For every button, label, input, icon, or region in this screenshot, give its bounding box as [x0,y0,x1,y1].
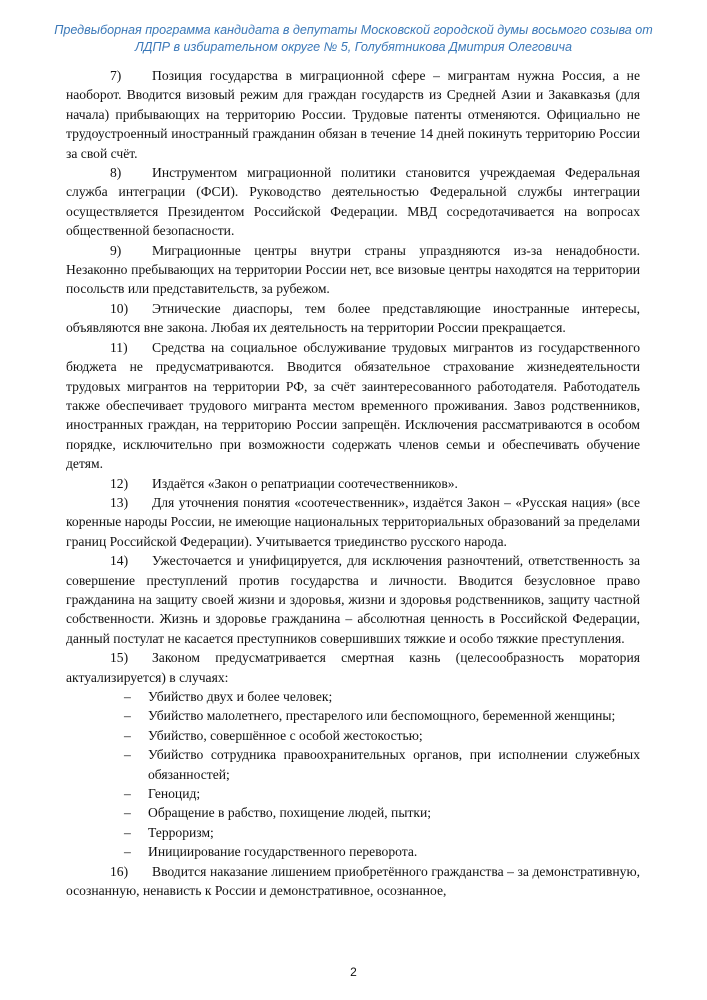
paragraph-number: 10) [110,300,129,316]
list-item [124,823,640,842]
numbered-paragraph [66,163,640,241]
list-item [124,726,640,745]
dash-bullet: – [124,689,131,704]
paragraph-list-b [66,862,640,901]
document-body [66,66,640,900]
list-item [124,842,640,861]
paragraph-text: Для уточнения понятия «соотечественник», издаётся Закон – «Русская нация» (все коренные народы России, не имеющие национальных территориальных образований за пределами границ Российской Федерации). Учитывается триединство русского народа. [66,494,640,549]
paragraph-number: 9) [110,242,122,258]
paragraph-number: 14) [110,553,129,569]
list-item-text: Убийство сотрудника правоохранительных органов, при исполнении служебных обязанностей; [148,747,640,782]
paragraph-text: Миграционные центры внутри страны упраздняются из-за ненадобности. Незаконно пребывающих на территории России нет, все визовые центры находятся на территории посольств или представительств, за рубежом. [66,242,640,297]
paragraph-number: 8) [110,165,122,181]
paragraph-number: 12) [110,475,129,491]
header-line-1: Предвыборная программа кандидата в депутаты Московской городской думы восьмого созыва от [54,23,653,37]
dash-bullet: – [124,844,131,860]
paragraph-text: Инструментом миграционной политики становится учреждаемая Федеральная служба интеграции (ФСИ). Руководство деятельностью Федеральной службы интеграции осуществляется Президентом Российской Федерации. МВД сосредотачивается на вопросах общественной безопасности. [66,165,640,239]
list-item-text: Убийство двух и более человек; [148,689,333,704]
paragraph-text: Средства на социальное обслуживание трудовых мигрантов из государственного бюджета не предусматриваются. Вводится обязательное страхование жизнедеятельности трудовых мигрантов на территории РФ, за счёт заинтересованного работодателя. Работодатель также обеспечивает трудового мигранта местом временного проживания. Завоз родственников, иностранных граждан, на территорию России запрещён. Исключения рассматриваются в особом порядке, исключительно при возможности содержать членов семьи и обеспечивать обучение детям. [66,339,640,472]
document-header [40,22,667,56]
list-item [124,803,640,822]
list-item-text: Инициирование государственного переворота. [148,844,418,860]
paragraph-number: 7) [110,68,122,83]
paragraph-text: Ужесточается и унифицируется, для исключения разночтений, ответственность за совершение преступлений против государства и личности. Вводится безусловное право гражданина на защиту своей жизни и здоровья, жизни и здоровья родственников, защиту частной собственности. Жизнь и здоровье гражданина – абсолютная ценность в Российской Федерации, данный постулат не касается преступников совершивших тяжкие и особо тяжкие преступления. [66,553,640,646]
list-item-text: Геноцид; [148,786,201,802]
list-item-text: Убийство малолетнего, престарелого или беспомощного, беременной женщины; [148,708,616,724]
list-item [124,706,640,725]
list-item [124,745,640,784]
numbered-paragraph [66,241,640,299]
dash-bullet: – [124,824,131,840]
numbered-paragraph [66,66,640,163]
paragraph-text: Вводится наказание лишением приобретённого гражданства – за демонстративную, осознанную, ненависть к России и демонстративное, осознанное, [66,863,640,899]
numbered-paragraph [66,551,640,648]
paragraph-number: 15) [110,650,129,666]
paragraph-text: Этнические диаспоры, тем более представляющие иностранные интересы, объявляются вне закона. Любая их деятельность на территории России прекращается. [66,300,640,336]
list-item [124,687,640,706]
dash-bullet: – [124,786,131,802]
numbered-paragraph [66,299,640,338]
paragraph-number: 11) [110,339,128,355]
page-number: 2 [350,965,357,979]
numbered-paragraph [66,493,640,551]
list-item-text: Убийство, совершённое с особой жестокостью; [148,727,423,743]
paragraph-text: Позиция государства в миграционной сфере – мигрантам нужна Россия, а не наоборот. Вводится визовый режим для граждан государств из Средней Азии и Закавказья (для начала) прибывающих на территорию России. Трудовые патенты отменяются. Официально не трудоустроенный иностранный гражданин обязан в течение 14 дней покинуть территорию России за свой счёт. [66,68,640,161]
dash-bullet: – [124,805,131,821]
death-penalty-cases-list [66,687,640,862]
paragraph-number: 16) [110,863,129,879]
dash-bullet: – [124,747,131,763]
paragraph-text: Законом предусматривается смертная казнь (целесообразность моратория актуализируется) в случаях: [66,650,640,685]
numbered-paragraph [66,648,640,687]
list-item-text: Обращение в рабство, похищение людей, пытки; [148,805,432,821]
dash-bullet: – [124,727,131,743]
paragraph-list-a [66,66,640,687]
numbered-paragraph [66,862,640,901]
list-item [124,784,640,803]
numbered-paragraph [66,474,640,493]
paragraph-text: Издаётся «Закон о репатриации соотечественников». [152,475,458,491]
list-item-text: Терроризм; [148,824,214,840]
dash-bullet: – [124,708,131,724]
paragraph-number: 13) [110,494,129,510]
numbered-paragraph [66,338,640,474]
header-line-2: ЛДПР в избирательном округе № 5, Голубятникова Дмитрия Олеговича [134,40,573,54]
